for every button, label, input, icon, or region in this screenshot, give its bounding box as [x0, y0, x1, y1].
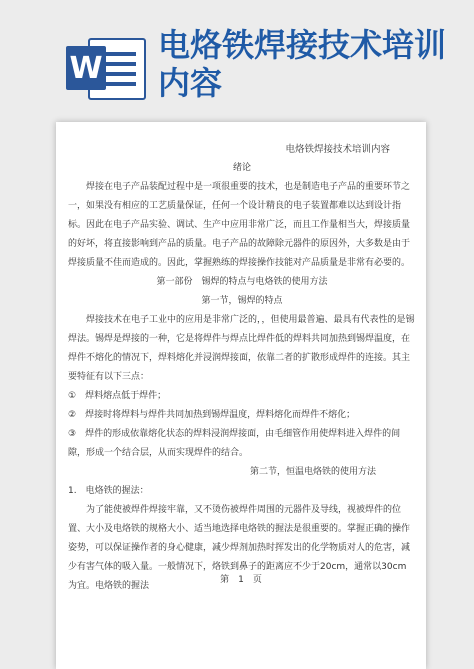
document-page: [56, 122, 426, 669]
intro-heading: 绪论: [232, 163, 251, 173]
text-line-icon: [106, 72, 136, 76]
banner: [0, 0, 474, 118]
section1-heading: 第一节，锡焊的特点: [201, 296, 283, 306]
page-content: [68, 140, 416, 596]
section1-paragraph: 焊接技术在电子工业中的应用是非常广泛的，，但使用最普遍、最具有代表性的是锡焊法。锡焊是焊接的一种，它是将焊件与焊点比焊件低的焊料共同加热到锡焊温度，在焊件不熔化的情况下，焊料熔化并浸润焊接面，依靠二者的扩散形成焊件的连接。其主要特征有以下三点：: [68, 315, 415, 382]
section2-heading: 第二节，恒温电烙铁的使用方法: [249, 467, 376, 477]
feature-item-2: ② 焊接时将焊料与焊件共同加热到锡焊温度，焊料熔化而焊件不熔化；: [68, 410, 356, 420]
text-line-icon: [106, 52, 136, 56]
feature-item-3: ③ 焊件的形成依靠熔化状态的焊料浸润焊接面，由毛细管作用使焊料进入焊件的间隙，形成一个结合层，从而实现焊件的结合。: [68, 429, 401, 458]
document-title: 电烙铁焊接技术培训内容: [285, 144, 390, 155]
feature-item-1: ① 焊料熔点低于焊件；: [68, 391, 167, 401]
word-letter-badge: W: [66, 46, 106, 90]
part-heading: 第一部份 锡焊的特点与电烙铁的使用方法: [156, 277, 328, 287]
page-number: 第 1 页: [220, 575, 262, 585]
grip-paragraph: 为了能使被焊件焊接牢靠，又不烫伤被焊件周围的元器件及导线，视被焊件的位置、大小及电烙铁的规格大小、适当地选择电烙铁的握法是很重要的。掌握正确的操作姿势，可以保证操作者的身心健康，减少焊剂加热时挥发出的化学物质对人的危害，减少有害气体的吸入量。一般情况下，烙铁到鼻子的距离应不少于20cm，通常以30cm 为宜。电烙铁的握法: [68, 505, 411, 591]
subsection-heading: 1. 电烙铁的握法：: [68, 486, 149, 496]
text-line-icon: [106, 62, 136, 66]
word-icon: [66, 34, 144, 100]
intro-paragraph: 焊接在电子产品装配过程中是一项很重要的技术，也是制造电子产品的重要环节之一，如果没有相应的工艺质量保证，任何一个设计精良的电子装置都难以达到设计指标。因此在电子产品实验、调试、生产中应用非常广泛，而且工作量相当大，焊接质量的好坏，将直接影响到产品的质量。电子产品的故障除元器件的原因外，大多数是由于焊接质量不佳而造成的。因此，掌握熟练的焊接操作技能对产品质量是非常有必要的。: [68, 182, 411, 268]
text-line-icon: [106, 82, 136, 86]
banner-title: 电烙铁焊接技术培训内容: [158, 26, 447, 102]
